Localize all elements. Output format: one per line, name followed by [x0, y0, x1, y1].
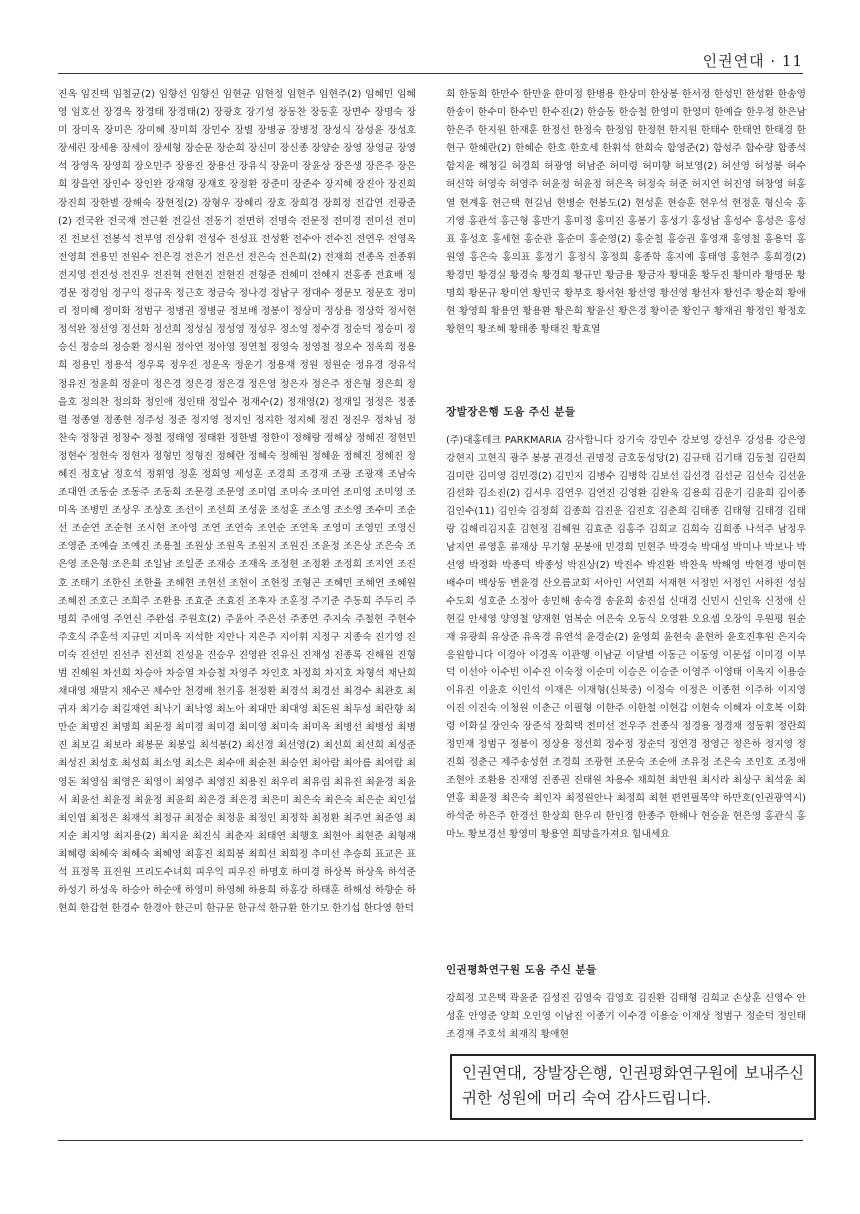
donor-list-right-column — [446, 86, 806, 396]
donor-names-right: 희 한동희 한만수 한만윤 한미정 한병용 한상미 한상봉 한서정 한성민 한성환 한송영 한송이 한수미 한수민 한수진(2) 한승동 한승철 한영미 한영미 한예슬 한우정 한은남 한은주 한지원 한재훈 한정선 한정숙 한정임 한정현 한지원 한태수 한태연 한태경 한현구 한혜란(2) 한혜순 한호 한호세 한휘석 한희숙 함영준(2) 함성주 함수량 함종석 함지윤 해청길 허경희 허광영 허남준 허미령 허미향 허보영(2) 허선영 허성봉 허수 허신학 허영숙 허영주 허윤정 허윤정 허은옥 허정숙 허준 허지연 허진영 허창영 허홍열 현계홍 현근택 현길님 현병순 현봉도(2) 현성훈 현승훈 현우석 현정훈 형신숙 홍기영 홍관석 홍근형 홍만기 홍미정 홍미진 홍봉기 홍성기 홍성남 홍성수 홍성은 홍성표 홍성호 홍세현 홍순관 홍순미 홍순영(2) 홍순철 홍승권 홍영재 홍영철 홍용덕 홍원영 홍은숙 홍의표 홍정기 홍정식 홍정희 홍종학 홍지예 홍태영 홍현주 홍희경(2) 황경민 황경실 황경숙 황경희 황규민 황금용 황금자 황대훈 황두진 황미라 황명문 황명희 황문규 황미연 황민국 황부호 황서현 황선영 황선영 황선자 황선주 황순희 황애현 황영희 황용연 황용환 황은희 황윤신 황은경 황이준 황인구 황재권 황정인 황정호 황현익 황조혜 황태종 황태진 황효열 — [446, 89, 806, 336]
bank-section-title: 장발장은행 도움 주신 분들 — [446, 406, 576, 418]
thanks-message-box — [450, 1054, 816, 1120]
bank-donor-section — [446, 404, 806, 954]
donor-list-left-column — [58, 86, 416, 1126]
page-header — [58, 50, 803, 74]
page-header-title: 인권연대 · 11 — [702, 52, 803, 70]
header-rule — [58, 73, 803, 74]
thanks-message: 인권연대, 장발장은행, 인권평화연구원에 보내주신 귀한 성원에 머리 숙여 감사드립니다. — [462, 1064, 804, 1107]
institute-donor-names: 강희정 고은택 곽윤준 김성진 김영숙 김영호 김진환 김태형 김희교 손상훈 신영수 안성훈 안영준 양희 오인영 이남진 이종기 이수경 이용승 이재상 정범구 정순덕 정인태 조경재 주호석 최재직 황애현 — [446, 992, 806, 1040]
institute-donor-section — [446, 962, 806, 1046]
institute-section-title: 인권평화연구원 도움 주신 분들 — [446, 964, 597, 976]
bank-donor-names: (주)대홍테크 PARKMARIA 감사합니다 강기숙 강민수 강보영 강선우 강성용 강은영 강현지 고현직 광주 봉봉 권경선 권명정 금호동성당(2) 김규태 김기태 김동철 김란희 김미란 김미영 김민경(2) 김민지 김병수 김병학 김보선 김선경 김선균 김선숙 김선윤 김선화 김소진(2) 김시우 김연우 김연진 김영환 김완욱 김용희 김운기 김윤희 김이종 김인수(11) 김인숙 김정희 김종희 김진운 김진호 김춘희 김태종 김태형 김태경 김태랑 김해리김지훈 김현정 김혜원 김효준 김홍주 김희교 김희숙 김희종 나석주 남정우 남지연 류영훈 류재상 무기형 문봉애 민경희 민현주 박경숙 박대성 박미나 박보나 박선영 박정화 박종덕 박종성 박진상(2) 박진수 박진환 박찬욱 박해영 박현경 방미현 배수미 백상동 변윤경 산오름교회 서아인 서연희 서재현 서정민 서정인 서하진 성심수도회 성호준 소정아 송민해 송숙경 송윤희 송진섭 신대경 신민시 신인욱 신정애 신현길 안세영 양영철 양재현 엄복순 여은숙 오동식 오영환 오요셉 오장익 우원평 원순재 유광희 유상준 유옥경 유연석 윤경순(2) 윤영희 윤현숙 윤현하 윤호진후원 은지숙 응원합니다 이경아 이경옥 이관행 이남균 이달별 이동근 이동영 이문섭 이미경 이부덕 이선아 이수빈 이수진 이숙정 이순미 이승은 이승준 이영주 이영태 이옥지 이용승 이유진 이윤호 이인석 이재은 이재형(신북중) 이정숙 이정은 이종현 이주하 이지영 이진 이진숙 이청원 이춘근 이필형 이한주 이한철 이현갑 이현숙 이혜자 이호복 이화령 이화실 장인숙 장준석 장희택 전미선 전우주 전종식 정경용 정경채 정동휘 정란희 정민재 정범구 정봉이 정상용 정선희 정수정 정순덕 정연경 정영근 정은하 정지영 정진희 정춘근 제주송성현 조경희 조광현 조문숙 조순애 조유정 조은숙 조인호 조정애 조현아 조환용 진재영 진종권 진태원 차용수 채희현 최만원 최시라 최상구 최석윤 최연홍 최윤정 최은숙 최인자 최정원안나 최정희 최현 편연필목약 하만호(인권광역시) 하석준 하은주 한경선 한상희 한우리 한인경 한종주 한해나 현승윤 현은영 홍관식 홍마노 황보경선 황영미 황용연 희망을가져요 힘내세요 — [446, 434, 806, 840]
donor-names-left: 진옥 임진택 임철균(2) 임향선 임향신 임현균 임현정 임현주 임현주(2) 임혜민 임혜영 임호선 장경옥 장경태 장경태(2) 장광호 장기성 장동찬 장동훈 장면수 장명숙 장미 장미옥 장미은 장미혜 장미희 장민수 장별 장병공 장병정 장성식 장성윤 장성호 장세린 장세용 장세이 장세형 장순문 장순희 장신미 장신종 장양순 장영 장영균 장영석 장영옥 장영희 장오민주 장용진 장용선 장유식 장윤미 장윤상 장은생 장은주 장은희 장을연 장인수 장인완 장재형 장재호 장정환 장준미 장준수 장지혜 장진아 장진희 장진희 장한별 장해숙 장현정(2) 장형우 장혜리 장호 장희경 장희정 전갑연 전광준(2) 전국완 전국재 전근환 전길선 전동기 전면히 전명숙 전문정 전미경 전미선 전미진 전보선 전봉석 전부영 전상휘 전성수 전성표 전성환 전수아 전수진 전연우 전영옥 전영희 전용민 전원수 전은경 전은기 전은선 전은숙 전은희(2) 전재희 전종옥 전종휘 전지영 전진성 전진우 전진혁 전현진 전현진 전형준 전혜미 전혜지 전홍종 전효배 정경문 정경임 정구익 정규옥 정근호 정금숙 정나경 정남구 정대수 정문모 정문호 정미리 정미혜 정미화 정범구 정병권 정병균 정보배 정봉이 정상미 정상용 정상학 정서현 정석완 정선영 정선화 정선희 정성심 정성영 정성우 정소영 정수경 정순덕 정승미 정승신 정승의 정승환 정시원 정아연 정아영 정연철 정영숙 정영철 정오수 정옥희 정용희 정용민 정용석 정우록 정우진 정운옥 정운기 정용재 정원 정원순 정유경 정유석 정유진 정윤희 정윤미 정은경 정은경 정은경 정은영 정은자 정은주 정은형 정은희 정을호 정의찬 정의화 정인애 정인태 정일수 정재수(2) 정재영(2) 정재일 정정은 정종렬 정종열 정종현 정주성 정준 정지영 정지인 정지한 정지혜 정진 정진우 정차님 정찬숙 정창권 정창수 정철 정태영 정태환 정한별 정한이 정해랑 정해상 정혜진 정현민 정현수 정현숙 정현자 정형민 정형진 정혜란 정혜숙 정혜원 정혜윤 정혜진 정혜진 정혜진 정호남 정호석 정휘영 정훈 정희영 제성훈 조경희 조경재 조광 조광재 조남숙 조대연 조동순 조동주 조동희 조문경 조문영 조미엽 조미숙 조미연 조미영 조미영 조미옥 조병민 조상우 조상호 조선이 조선희 조성윤 조성훈 조소영 조소영 조수미 조순선 조순연 조순현 조시현 조아영 조연 조연숙 조연순 조연옥 조영미 조영민 조영신 조영준 조예슬 조예진 조용철 조원상 조원옥 조원지 조원진 조윤정 조은상 조은숙 조은영 조은형 조은희 조일남 조일준 조재승 조재옥 조정현 조정환 조정희 조지연 조진호 조태기 조한신 조한율 조해현 조현선 조현이 조현정 조형곤 조혜민 조혜연 조혜원 조혜진 조호근 조희주 조환용 조효준 조효진 조후자 조훈정 주기준 주동희 주두리 주명희 주애영 주연신 주완섭 주원호(2) 주윤아 주은선 주종연 주지숙 주철현 주현수 주호식 주훈석 지규민 지미옥 지석한 지안나 지은주 지이휘 지정구 지종숙 진기영 진미숙 진선민 진선주 진선희 진성윤 진승우 진영완 진유신 진재성 진종록 진해원 진형범 진혜원 차선희 차승아 차승열 차승철 차영주 차인호 차정희 차지호 차형석 채난희 채대영 채말지 채수곤 채수안 천경배 천기홍 천정환 최경석 최경선 최경수 최관호 최귀자 최기승 최길재연 최낙기 최낙영 최노아 최대만 최대영 최돈원 최두성 최란향 최만순 최명진 최명희 최문정 최미경 최미경 최미영 최미숙 최미옥 최병선 최병성 최병진 최보길 최보라 최봉문 최봉일 최석봉(2) 최선경 최선영(2) 최선희 최선희 최성준 최성진 최성호 최성희 최소영 최소은 최수애 최순천 최승연 최아람 최아름 최여람 최영돈 최영심 최영은 최영이 최영주 최영진 최용진 최우리 최유림 최유진 최윤경 최윤서 최윤선 최윤정 최윤정 최윤희 최은경 최은경 최은미 최은숙 최은숙 최은순 최인섭 최인엽 최정은 최재석 최정규 최정순 최정윤 최정인 최정학 최정환 최주연 최준영 최지순 최지영 최지용(2) 최지윤 최진식 최춘자 최태연 최행호 최현아 최현준 최형재 최혜령 최혜숙 최혜숙 최혜영 최홍진 최희봉 최희선 최희정 추미선 추승희 표교은 표석 표정목 표진원 프리도수녀회 피우익 피우진 하명호 하미경 하상복 하상욱 하석준 하성기 하성욱 하승아 하순애 하영미 하영혜 하용희 하홍강 하태훈 하해성 하향순 하현희 한갑현 한경수 한경아 한근미 한규문 한규석 한규환 한기모 한기섭 한다영 한덕 — [58, 89, 416, 915]
footer-rule — [58, 1140, 803, 1141]
